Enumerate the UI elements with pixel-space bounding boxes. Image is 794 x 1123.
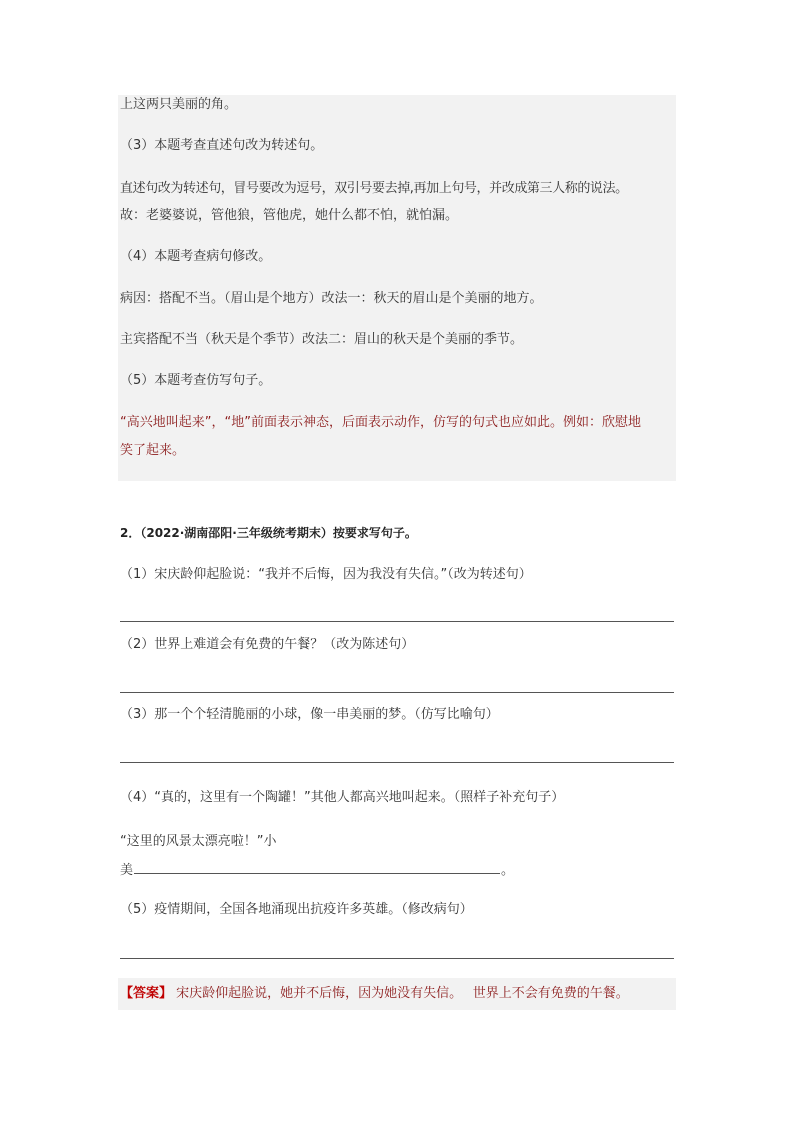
answer-line: （4）本题考查病句修改。: [120, 249, 272, 264]
answer-line: “高兴地叫起来”，“地”前面表示神态，后面表示动作，仿写的句式也应如此。例如：欣慰地: [120, 415, 641, 430]
question-item: （5）疫情期间，全国各地涌现出抗疫许多英雄。（修改病句）: [120, 902, 473, 917]
answer-line: 上这两只美丽的角。: [120, 97, 238, 112]
fill-blank: [134, 861, 500, 874]
answer-tag: 【答案】: [120, 986, 173, 1001]
answer-line: 主宾搭配不当（秋天是个季节）改法二：眉山的秋天是个美丽的季节。: [120, 332, 524, 347]
example-prefix: 美: [120, 863, 134, 878]
question-item: （1）宋庆龄仰起脸说：“我并不后悔，因为我没有失信。”（改为转述句）: [120, 567, 532, 582]
question-item: （4）“真的，这里有一个陶罐！”其他人都高兴地叫起来。（照样子补充句子）: [120, 790, 565, 805]
answer-rule: [120, 621, 674, 622]
question-title: 2．（2022·湖南邵阳·三年级统考期末）按要求写句子。: [120, 526, 417, 540]
example-sentence: “这里的风景太漂亮啦！”小: [120, 834, 277, 849]
question-item: （2）世界上难道会有免费的午餐？（改为陈述句）: [120, 637, 415, 652]
answer-line: 笑了起来。: [120, 443, 186, 458]
question-item: （3）那一个个轻清脆丽的小球，像一串美丽的梦。（仿写比喻句）: [120, 707, 499, 722]
answer-text: 宋庆龄仰起脸说，她并不后悔，因为她没有失信。 世界上不会有免费的午餐。: [176, 986, 629, 1001]
answer-line: （3）本题考查直述句改为转述句。: [120, 138, 324, 153]
example-suffix: 。: [501, 863, 515, 878]
example-sentence-fill: [120, 861, 514, 880]
answer-rule: [120, 958, 674, 959]
answer-line: （5）本题考查仿写句子。: [120, 373, 272, 388]
answer-line: [120, 985, 629, 1003]
answer-line: 直述句改为转述句，冒号要改为逗号，双引号要去掉,再加上句号，并改成第三人称的说法。: [120, 181, 628, 196]
answer-line: 故：老婆婆说，管他狼，管他虎，她什么都不怕，就怕漏。: [120, 208, 459, 223]
answer-rule: [120, 762, 674, 763]
answer-line: 病因：搭配不当。（眉山是个地方）改法一：秋天的眉山是个美丽的地方。: [120, 291, 543, 306]
answer-rule: [120, 692, 674, 693]
